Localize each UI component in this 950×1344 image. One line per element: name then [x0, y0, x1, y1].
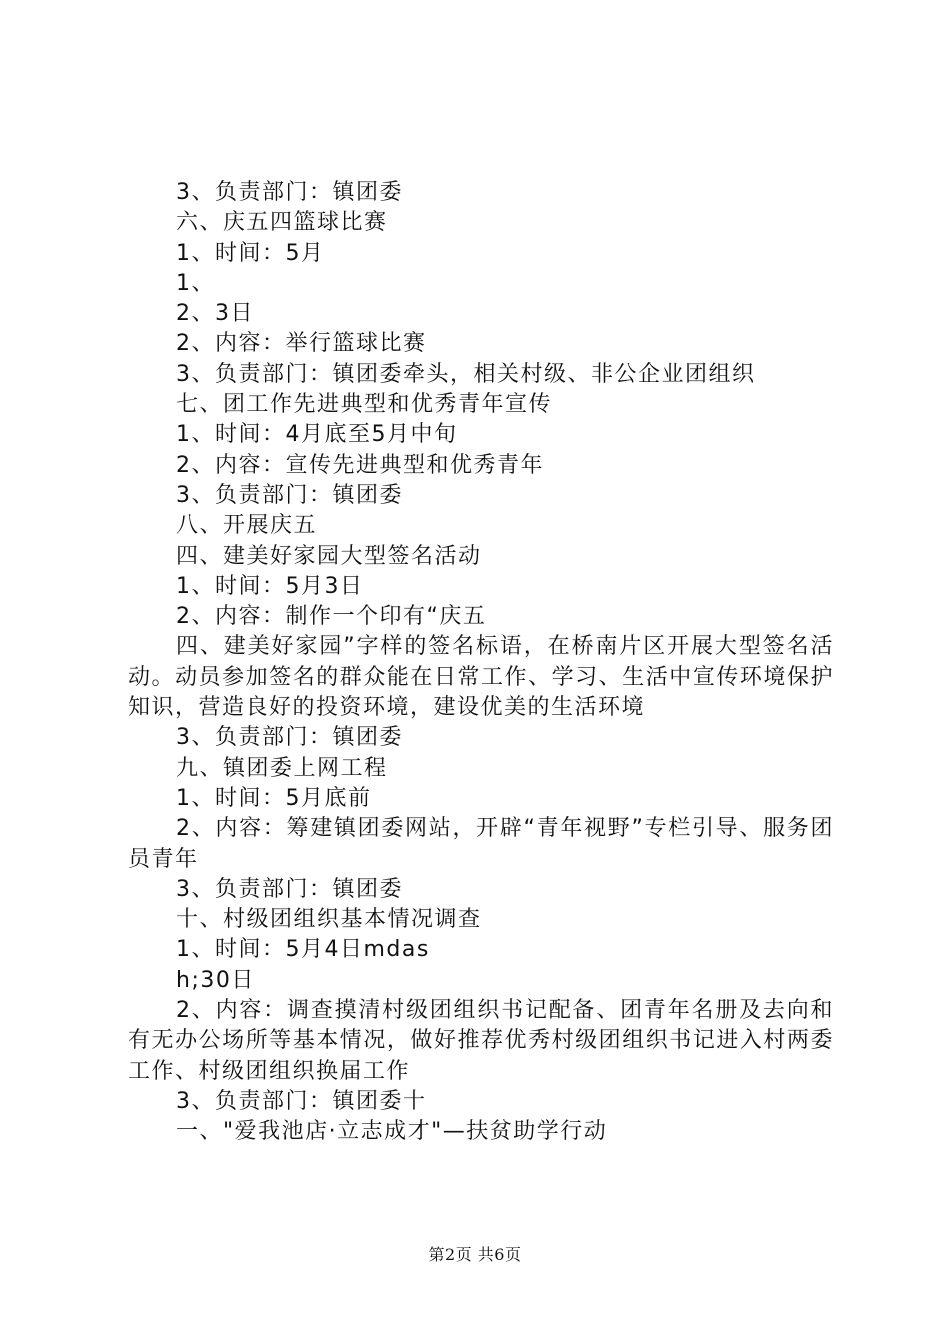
text-line: 3、负责部门：镇团委: [176, 482, 403, 508]
section-heading: 八、开展庆五: [176, 513, 318, 539]
text-line: 3、负责部门：镇团委: [176, 725, 403, 751]
paragraph: 四、建美好家园”字样的签名标语，在桥南片区开展大型签名活动。动员参加签名的群众能在日常工作、学习、生活中宣传环境保护知识，营造良好的投资环境，建设优美的生活环境: [128, 634, 834, 721]
section-heading: 一、"爱我池店·立志成才"—扶贫助学行动: [176, 1119, 608, 1145]
text-line: 1、时间：5月: [176, 240, 325, 266]
document-body: [128, 178, 834, 1148]
text-line: 2、内容：举行篮球比赛: [176, 331, 427, 357]
section-heading: 七、团工作先进典型和优秀青年宣传: [176, 392, 553, 418]
text-line: 1、时间：5月3日: [176, 573, 364, 599]
paragraph: 2、内容：调查摸清村级团组织书记配备、团青年名册及去向和有无办公场所等基本情况，做好推荐优秀村级团组织书记进入村两委工作、村级团组织换届工作: [128, 998, 834, 1084]
paragraph: 2、内容：筹建镇团委网站，开辟“青年视野”专栏引导、服务团员青年: [128, 816, 834, 872]
text-line: 1、: [176, 270, 215, 296]
text-line: 2、内容：宣传先进典型和优秀青年: [176, 452, 544, 478]
text-line: 3、负责部门：镇团委牵头，相关村级、非公企业团组织: [176, 361, 756, 387]
page-number: 第2页 共6页: [428, 1245, 522, 1264]
text-line: 3、负责部门：镇团委: [176, 876, 403, 902]
section-heading: 九、镇团委上网工程: [176, 755, 388, 781]
text-line: 3、负责部门：镇团委十: [176, 1088, 427, 1114]
text-line: 1、时间：5月4日mdas: [176, 937, 430, 963]
text-line: 2、内容：制作一个印有“庆五: [176, 604, 487, 630]
text-line: 2、3日: [176, 301, 254, 327]
text-line: 1、时间：5月底前: [176, 785, 372, 811]
text-line: h;30日: [176, 967, 255, 993]
section-heading: 十、村级团组织基本情况调查: [176, 907, 482, 933]
text-line: 1、时间：4月底至5月中旬: [176, 422, 458, 448]
page-footer: [0, 1244, 950, 1266]
text-line: 3、负责部门：镇团委: [176, 180, 403, 205]
section-heading: 六、庆五四篮球比赛: [176, 210, 388, 236]
section-heading: 四、建美好家园大型签名活动: [176, 543, 482, 569]
